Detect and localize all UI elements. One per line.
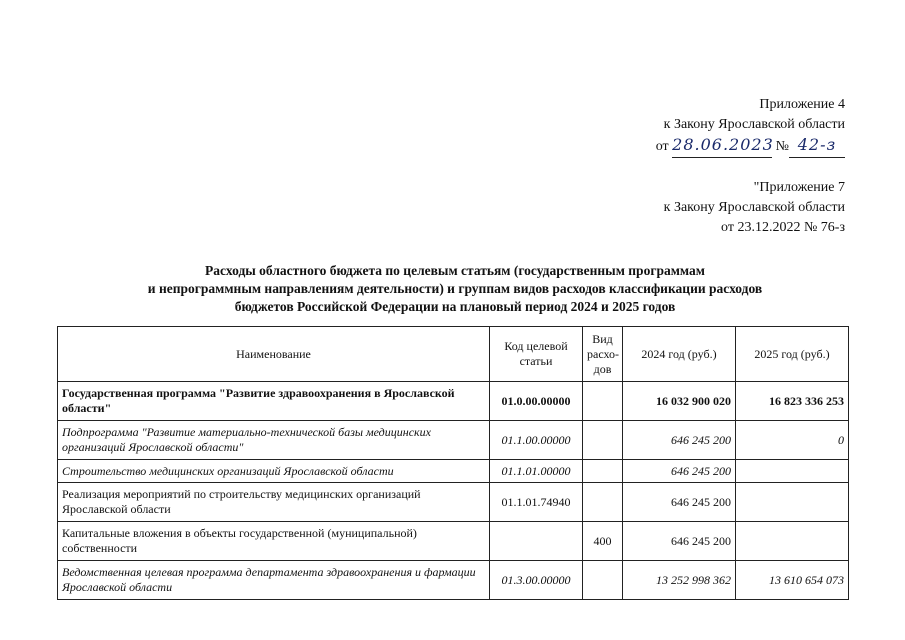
row-vid <box>583 561 623 600</box>
table-row <box>58 421 849 460</box>
row-vid <box>583 421 623 460</box>
appendix-previous-line2: к Закону Ярославской области <box>663 200 845 215</box>
header-name: Наименование <box>58 327 490 382</box>
row-name: Ведомственная целевая программа департамента здравоохранения и фармации Ярославской области <box>58 561 490 600</box>
row-2025 <box>736 483 849 522</box>
row-vid <box>583 382 623 421</box>
appendix-previous-line1: "Приложение 7 <box>753 180 845 195</box>
number-label: № <box>775 139 789 154</box>
row-2024: 646 245 200 <box>623 460 736 483</box>
row-code: 01.0.00.00000 <box>490 382 583 421</box>
table-header-row <box>58 327 849 382</box>
header-vid: Вид расхо-дов <box>583 327 623 382</box>
row-vid <box>583 460 623 483</box>
row-2024: 646 245 200 <box>623 421 736 460</box>
appendix-previous <box>664 178 845 238</box>
table-row <box>58 460 849 483</box>
title-line1: Расходы областного бюджета по целевым статьям (государственным программам <box>205 263 705 278</box>
title-line2: и непрограммным направлениям деятельности) и группам видов расходов классификации расходов <box>147 281 763 296</box>
row-name: Строительство медицинских организаций Ярославской области <box>58 460 490 483</box>
row-2025 <box>736 460 849 483</box>
row-2024: 646 245 200 <box>623 522 736 561</box>
appendix-current-line2: к Закону Ярославской области <box>663 117 845 132</box>
row-vid <box>583 483 623 522</box>
header-code: Код целевой статьи <box>490 327 583 382</box>
expenses-table <box>57 326 849 600</box>
number-field <box>789 135 845 158</box>
row-2024: 646 245 200 <box>623 483 736 522</box>
from-label: от <box>655 139 669 154</box>
header-2024: 2024 год (руб.) <box>623 327 736 382</box>
row-name: Реализация мероприятий по строительству медицинских организаций Ярославской области <box>58 483 490 522</box>
row-code: 01.1.01.74940 <box>490 483 583 522</box>
document-title <box>60 262 850 316</box>
handwritten-date: 28.06.2023 <box>672 135 774 154</box>
row-2025: 16 823 336 253 <box>736 382 849 421</box>
title-line3: бюджетов Российской Федерации на плановый период 2024 и 2025 годов <box>234 299 676 314</box>
row-2024: 13 252 998 362 <box>623 561 736 600</box>
row-code: 01.1.01.00000 <box>490 460 583 483</box>
row-code <box>490 522 583 561</box>
row-2025 <box>736 522 849 561</box>
row-vid: 400 <box>583 522 623 561</box>
table-row <box>58 382 849 421</box>
row-2025: 0 <box>736 421 849 460</box>
handwritten-number: 42-з <box>797 135 837 154</box>
row-name: Государственная программа "Развитие здравоохранения в Ярославской области" <box>58 382 490 421</box>
row-2024: 16 032 900 020 <box>623 382 736 421</box>
appendix-current-line1: Приложение 4 <box>759 97 845 112</box>
appendix-current <box>656 95 845 158</box>
row-name: Подпрограмма "Развитие материально-технической базы медицинских организаций Ярославской области" <box>58 421 490 460</box>
date-field <box>672 135 772 158</box>
table-row <box>58 561 849 600</box>
row-2025: 13 610 654 073 <box>736 561 849 600</box>
row-name: Капитальные вложения в объекты государственной (муниципальной) собственности <box>58 522 490 561</box>
table-row <box>58 483 849 522</box>
appendix-current-line3 <box>656 135 845 158</box>
row-code: 01.1.00.00000 <box>490 421 583 460</box>
table-row <box>58 522 849 561</box>
appendix-previous-line3: от 23.12.2022 № 76-з <box>721 220 845 235</box>
row-code: 01.3.00.00000 <box>490 561 583 600</box>
header-2025: 2025 год (руб.) <box>736 327 849 382</box>
